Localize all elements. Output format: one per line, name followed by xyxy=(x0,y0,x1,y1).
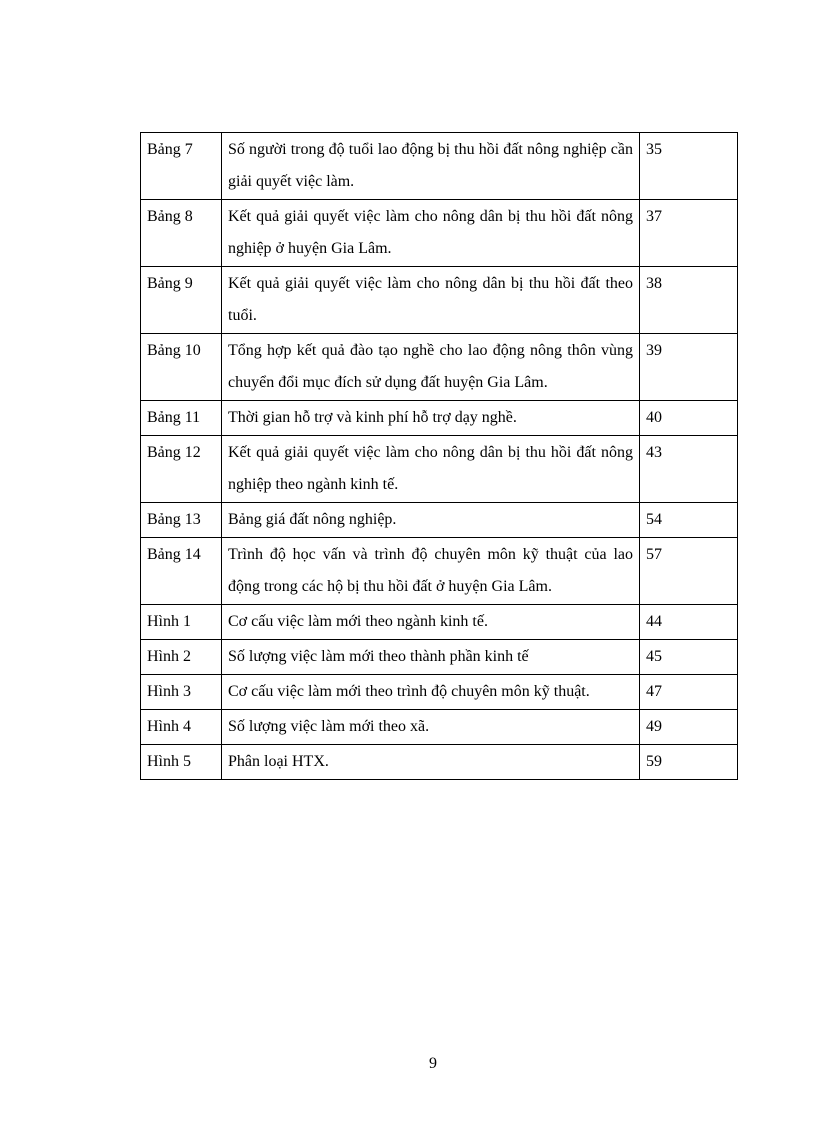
row-label-text: Bảng 9 xyxy=(147,275,193,292)
row-label-text: Bảng 8 xyxy=(147,208,193,225)
row-page-text: 40 xyxy=(646,409,662,426)
row-title-text: Trình độ học vấn và trình độ chuyên môn kỹ thuật của lao động trong các hộ bị thu hồi đất ở huyện Gia Lâm. xyxy=(228,546,633,595)
row-title xyxy=(222,675,640,710)
row-title-text: Bảng giá đất nông nghiệp. xyxy=(228,511,397,528)
row-title-text: Thời gian hỗ trợ và kinh phí hỗ trợ dạy nghề. xyxy=(228,409,517,426)
row-page-text: 47 xyxy=(646,683,662,700)
table-row xyxy=(141,267,738,334)
row-label xyxy=(141,745,222,780)
table-row xyxy=(141,675,738,710)
row-label-text: Bảng 11 xyxy=(147,409,201,426)
row-page-text: 59 xyxy=(646,753,662,770)
table-row xyxy=(141,503,738,538)
row-page xyxy=(640,640,738,675)
row-title xyxy=(222,503,640,538)
toc-table xyxy=(140,132,738,780)
row-title-text: Số lượng việc làm mới theo thành phần kinh tế xyxy=(228,648,529,665)
row-title xyxy=(222,401,640,436)
row-title-text: Kết quả giải quyết việc làm cho nông dân bị thu hồi đất theo tuổi. xyxy=(228,275,633,324)
row-title xyxy=(222,710,640,745)
row-title xyxy=(222,538,640,605)
row-page-text: 45 xyxy=(646,648,662,665)
row-label xyxy=(141,200,222,267)
row-label xyxy=(141,334,222,401)
row-title xyxy=(222,640,640,675)
row-page xyxy=(640,503,738,538)
row-label-text: Bảng 14 xyxy=(147,546,201,563)
row-title-text: Số người trong độ tuổi lao động bị thu hồi đất nông nghiệp cần giải quyết việc làm. xyxy=(228,141,633,190)
page-number: 9 xyxy=(429,1055,437,1072)
row-page xyxy=(640,710,738,745)
row-page-text: 49 xyxy=(646,718,662,735)
row-label-text: Hình 5 xyxy=(147,753,191,770)
row-title xyxy=(222,745,640,780)
row-label-text: Bảng 13 xyxy=(147,511,201,528)
row-page xyxy=(640,133,738,200)
row-title xyxy=(222,133,640,200)
row-title-text: Cơ cấu việc làm mới theo ngành kinh tế. xyxy=(228,613,488,630)
row-label-text: Bảng 12 xyxy=(147,444,201,461)
row-page xyxy=(640,436,738,503)
table-row xyxy=(141,538,738,605)
row-label xyxy=(141,401,222,436)
row-label-text: Hình 4 xyxy=(147,718,191,735)
row-label xyxy=(141,640,222,675)
row-page xyxy=(640,334,738,401)
row-page-text: 39 xyxy=(646,342,662,359)
row-label xyxy=(141,538,222,605)
row-label xyxy=(141,436,222,503)
table-row xyxy=(141,401,738,436)
table-row xyxy=(141,605,738,640)
row-title-text: Số lượng việc làm mới theo xã. xyxy=(228,718,430,735)
table-row xyxy=(141,710,738,745)
row-title xyxy=(222,200,640,267)
row-label-text: Hình 3 xyxy=(147,683,191,700)
row-page-text: 37 xyxy=(646,208,662,225)
row-title xyxy=(222,436,640,503)
row-title xyxy=(222,267,640,334)
row-label xyxy=(141,675,222,710)
row-title xyxy=(222,334,640,401)
row-label xyxy=(141,605,222,640)
row-label-text: Hình 2 xyxy=(147,648,191,665)
row-page xyxy=(640,538,738,605)
row-title-text: Kết quả giải quyết việc làm cho nông dân bị thu hồi đất nông nghiệp theo ngành kinh tế. xyxy=(228,444,633,493)
row-page xyxy=(640,200,738,267)
row-page-text: 54 xyxy=(646,511,662,528)
row-title-text: Tổng hợp kết quả đào tạo nghề cho lao động nông thôn vùng chuyển đổi mục đích sử dụng đất huyện Gia Lâm. xyxy=(228,342,633,391)
table-row xyxy=(141,334,738,401)
row-page-text: 44 xyxy=(646,613,662,630)
row-label-text: Bảng 10 xyxy=(147,342,201,359)
row-title xyxy=(222,605,640,640)
row-label-text: Bảng 7 xyxy=(147,141,193,158)
row-page-text: 38 xyxy=(646,275,662,292)
row-label-text: Hình 1 xyxy=(147,613,191,630)
row-label xyxy=(141,503,222,538)
table-row xyxy=(141,436,738,503)
toc-body xyxy=(141,133,738,780)
table-row xyxy=(141,133,738,200)
row-label xyxy=(141,267,222,334)
row-page xyxy=(640,675,738,710)
table-row xyxy=(141,745,738,780)
row-title-text: Phân loại HTX. xyxy=(228,753,329,770)
row-page xyxy=(640,745,738,780)
row-title-text: Cơ cấu việc làm mới theo trình độ chuyên môn kỹ thuật. xyxy=(228,683,590,700)
row-page xyxy=(640,267,738,334)
row-label xyxy=(141,133,222,200)
table-row xyxy=(141,640,738,675)
row-page-text: 43 xyxy=(646,444,662,461)
row-label xyxy=(141,710,222,745)
row-title-text: Kết quả giải quyết việc làm cho nông dân bị thu hồi đất nông nghiệp ở huyện Gia Lâm. xyxy=(228,208,633,257)
row-page-text: 57 xyxy=(646,546,662,563)
row-page xyxy=(640,605,738,640)
table-row xyxy=(141,200,738,267)
row-page xyxy=(640,401,738,436)
row-page-text: 35 xyxy=(646,141,662,158)
